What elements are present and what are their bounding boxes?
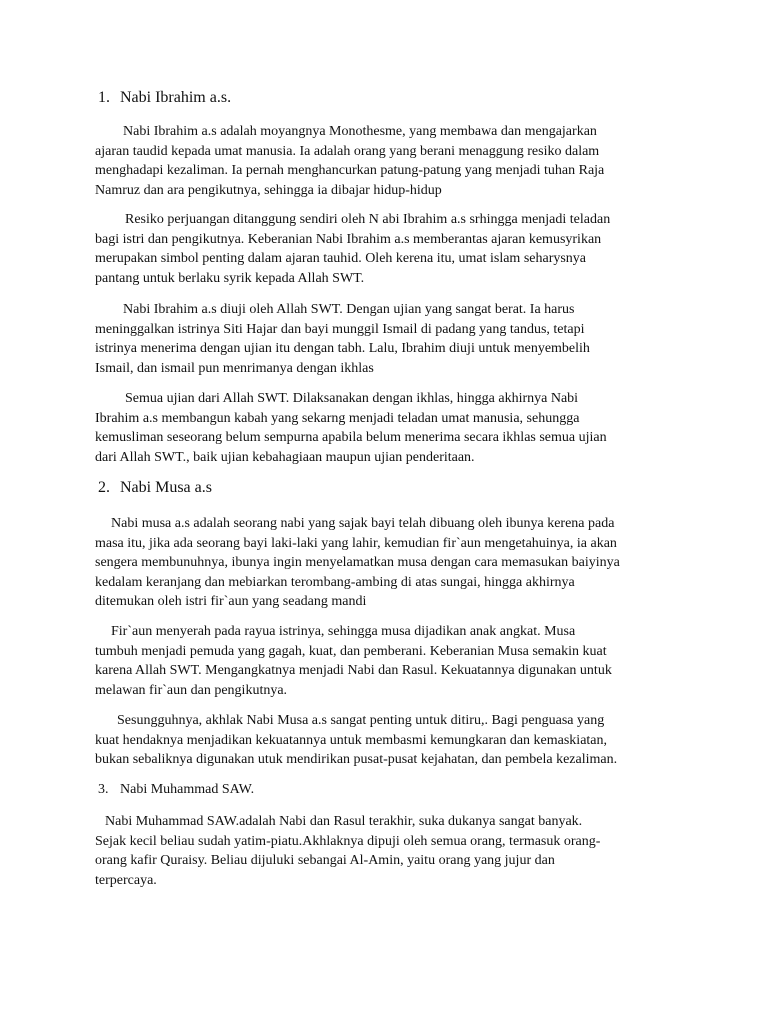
text-line: Nabi musa a.s adalah seorang nabi yang sajak bayi telah dibuang oleh ibunya kerena pada xyxy=(111,516,615,531)
section-heading-musa xyxy=(98,478,212,498)
paragraph-muhammad-1 xyxy=(95,812,675,890)
text-line: bagi istri dan pengikutnya. Keberanian Nabi Ibrahim a.s memberantas ajaran kemusyrikan xyxy=(95,231,602,247)
text-line: kedalam keranjang dan mebiarkan terombang-ambing di atas sungai, hingga akhirnya xyxy=(95,574,575,590)
text-line: orang kafir Quraisy. Beliau dijuluki sebangai Al-Amin, yaitu orang yang jujur dan xyxy=(95,853,555,868)
text-line: Resiko perjuangan ditanggung sendiri oleh N abi Ibrahim a.s srhingga menjadi teladan xyxy=(125,212,611,227)
text-line: kuat hendaknya menjadikan kekuatannya untuk membasmi kemungkaran dan kemaskiatan, xyxy=(95,732,608,748)
text-line: Ibrahim a.s membangun kabah yang sekarng menjadi teladan umat manusia, sehungga xyxy=(95,410,580,426)
section-number: 1. xyxy=(98,89,110,106)
paragraph-musa-2 xyxy=(95,622,675,700)
text-line: sengera membunuhnya, ibunya ingin menyelamatkan musa dengan cara memasukan baiyinya xyxy=(95,555,620,570)
text-line: merupakan simbol penting dalam ajaran tauhid. Oleh kerena itu, umat islam seharysnya xyxy=(95,251,587,266)
section-title: Nabi Muhammad SAW. xyxy=(120,782,255,797)
text-line: Nabi Ibrahim a.s adalah moyangnya Monothesme, yang membawa dan mengajarkan xyxy=(123,124,597,139)
section-heading-ibrahim xyxy=(98,88,231,108)
text-line: terpercaya. xyxy=(95,872,157,888)
text-line: dari Allah SWT., baik ujian kebahagiaan maupun ujian penderitaan. xyxy=(95,449,475,465)
text-line: Ismail, dan ismail pun menrimanya dengan ikhlas xyxy=(95,360,374,376)
section-heading-muhammad xyxy=(98,780,254,800)
text-line: ditemukan oleh istri fir`aun yang seadang mandi xyxy=(95,594,367,609)
section-number: 3. xyxy=(98,782,109,797)
text-line: kemusliman seseorang belum sempurna apabila belum menerima secara ikhlas semua ujian xyxy=(95,430,607,445)
text-line: tumbuh menjadi pemuda yang gagah, kuat, dan pemberani. Keberanian Musa semakin kuat xyxy=(95,643,607,659)
text-line: karena Allah SWT. Mengangkatnya menjadi Nabi dan Rasul. Kekuatannya digunakan untuk xyxy=(95,663,612,678)
text-line: Sejak kecil beliau sudah yatim-piatu.Akhlaknya dipuji oleh semua orang, termasuk orang- xyxy=(95,833,601,849)
section-title: Nabi Ibrahim a.s. xyxy=(120,89,232,106)
text-line: Fir`aun menyerah pada rayua istrinya, sehingga musa dijadikan anak angkat. Musa xyxy=(111,624,576,639)
text-line: Nabi Ibrahim a.s diuji oleh Allah SWT. Dengan ujian yang sangat berat. Ia harus xyxy=(123,302,575,317)
text-line: Namruz dan ara pengikutnya, sehingga ia dibajar hidup-hidup xyxy=(95,182,442,198)
text-line: menghadapi kezaliman. Ia pernah menghancurkan patung-patung yang menjadi tuhan Raja xyxy=(95,163,605,178)
text-line: Nabi Muhammad SAW.adalah Nabi dan Rasul terakhir, suka dukanya sangat banyak. xyxy=(105,814,583,829)
paragraph-ibrahim-4 xyxy=(95,389,675,467)
text-line: melawan fir`aun dan pengikutnya. xyxy=(95,682,288,698)
text-line: ajaran taudid kepada umat manusia. Ia adalah orang yang berani menaggung resiko dalam xyxy=(95,143,600,159)
section-title: Nabi Musa a.s xyxy=(120,479,212,496)
text-line: bukan sebaliknya digunakan utuk mendirikan pusat-pusat kejahatan, dan pembela kezaliman. xyxy=(95,752,618,767)
paragraph-ibrahim-2 xyxy=(95,210,675,288)
text-line: meninggalkan istrinya Siti Hajar dan bayi munggil Ismail di padang yang tandus, tetapi xyxy=(95,321,585,337)
text-line: pantang untuk berlaku syrik kepada Allah SWT. xyxy=(95,270,365,286)
paragraph-musa-1 xyxy=(95,514,675,612)
paragraph-ibrahim-1 xyxy=(95,122,675,200)
text-line: Sesungguhnya, akhlak Nabi Musa a.s sangat penting untuk ditiru,. Bagi penguasa yang xyxy=(117,713,605,728)
section-number: 2. xyxy=(98,479,110,496)
paragraph-musa-3 xyxy=(95,711,675,770)
paragraph-ibrahim-3 xyxy=(95,300,675,378)
text-line: Semua ujian dari Allah SWT. Dilaksanakan dengan ikhlas, hingga akhirnya Nabi xyxy=(125,391,579,406)
text-line: masa itu, jika ada seorang bayi laki-laki yang lahir, kemudian fir`aun mengetahuinya, ia akan xyxy=(95,535,617,551)
text-line: istrinya menerima dengan ujian itu dengan tabh. Lalu, Ibrahim diuji untuk menyembelih xyxy=(95,341,590,356)
